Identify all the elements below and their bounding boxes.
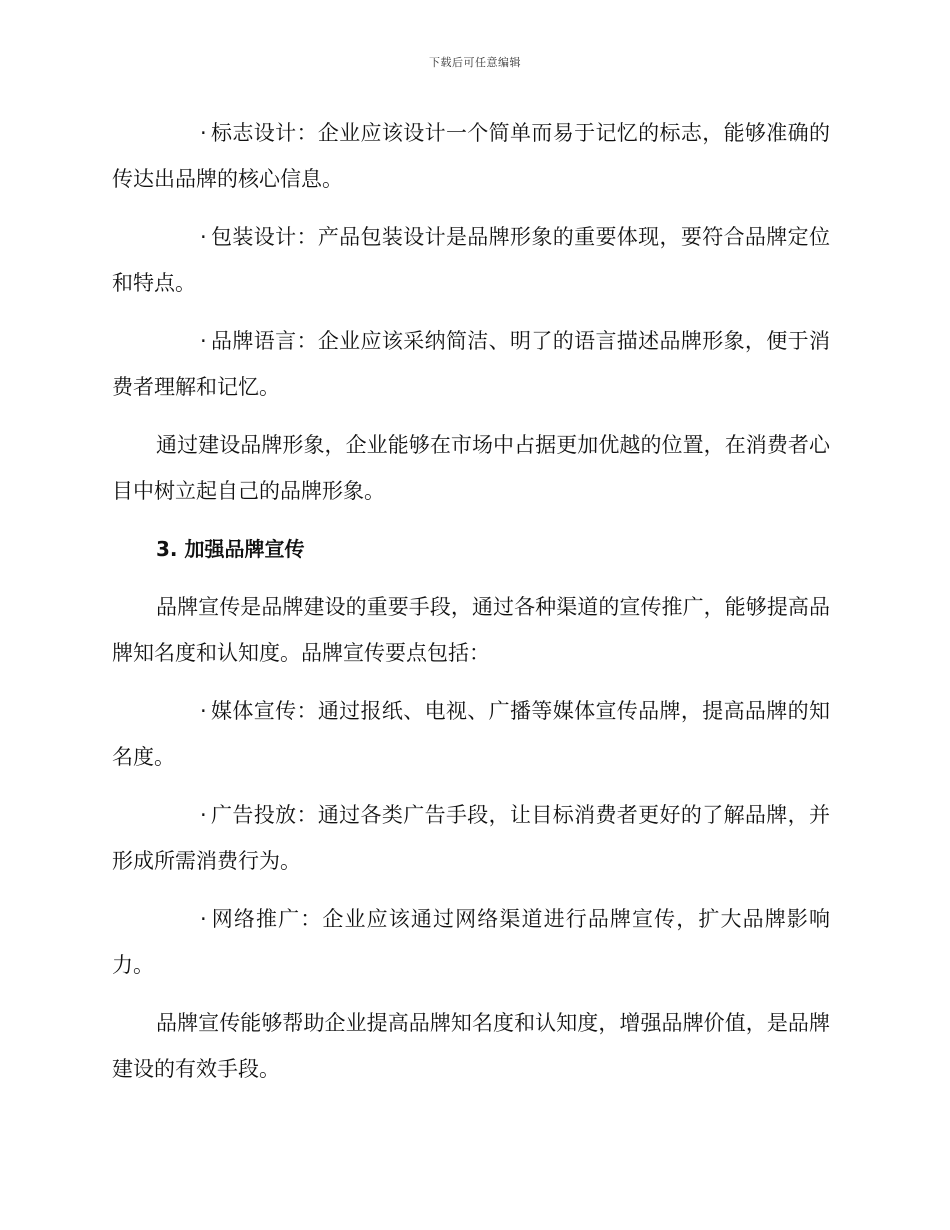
bullet-dot-icon: · xyxy=(200,225,207,249)
bullet-dot-icon: · xyxy=(200,699,207,723)
paragraph-text: 标志设计：企业应该设计一个简单而易于记忆的标志，能够准确的传达出品牌的核心信息。 xyxy=(112,121,830,191)
bullet-paragraph-brand-language xyxy=(112,318,830,410)
paragraph-text: 包装设计：产品包装设计是品牌形象的重要体现，要符合品牌定位和特点。 xyxy=(112,225,830,295)
paragraph-brand-promotion-summary: 品牌宣传能够帮助企业提高品牌知名度和认知度，增强品牌价值，是品牌建设的有效手段。 xyxy=(112,1011,830,1081)
header-note: 下载后可任意编辑 xyxy=(429,56,521,69)
bullet-paragraph-packaging-design xyxy=(112,214,830,306)
section-heading-brand-promotion: 3. 加强品牌宣传 xyxy=(156,537,305,561)
paragraph-text: 网络推广：企业应该通过网络渠道进行品牌宣传，扩大品牌影响力。 xyxy=(112,907,830,977)
paragraph-brand-promotion-intro: 品牌宣传是品牌建设的重要手段，通过各种渠道的宣传推广，能够提高品牌知名度和认知度。品牌宣传要点包括： xyxy=(112,595,830,665)
paragraph-text: 广告投放：通过各类广告手段，让目标消费者更好的了解品牌，并形成所需消费行为。 xyxy=(112,803,830,873)
paragraph-brand-image-summary: 通过建设品牌形象，企业能够在市场中占据更加优越的位置，在消费者心目中树立起自己的品牌形象。 xyxy=(112,433,830,503)
bullet-paragraph-logo-design xyxy=(112,110,830,202)
bullet-paragraph-media-promotion xyxy=(112,688,830,780)
paragraph-text: 品牌语言：企业应该采纳简洁、明了的语言描述品牌形象，便于消费者理解和记忆。 xyxy=(112,329,830,399)
bullet-dot-icon: · xyxy=(200,907,207,931)
paragraph-text: 媒体宣传：通过报纸、电视、广播等媒体宣传品牌，提高品牌的知名度。 xyxy=(112,699,830,769)
bullet-dot-icon: · xyxy=(200,803,207,827)
document-body xyxy=(112,110,830,1104)
bullet-paragraph-advertising xyxy=(112,792,830,884)
bullet-paragraph-online-promotion xyxy=(112,896,830,988)
bullet-dot-icon: · xyxy=(200,329,207,353)
bullet-dot-icon: · xyxy=(200,121,207,145)
